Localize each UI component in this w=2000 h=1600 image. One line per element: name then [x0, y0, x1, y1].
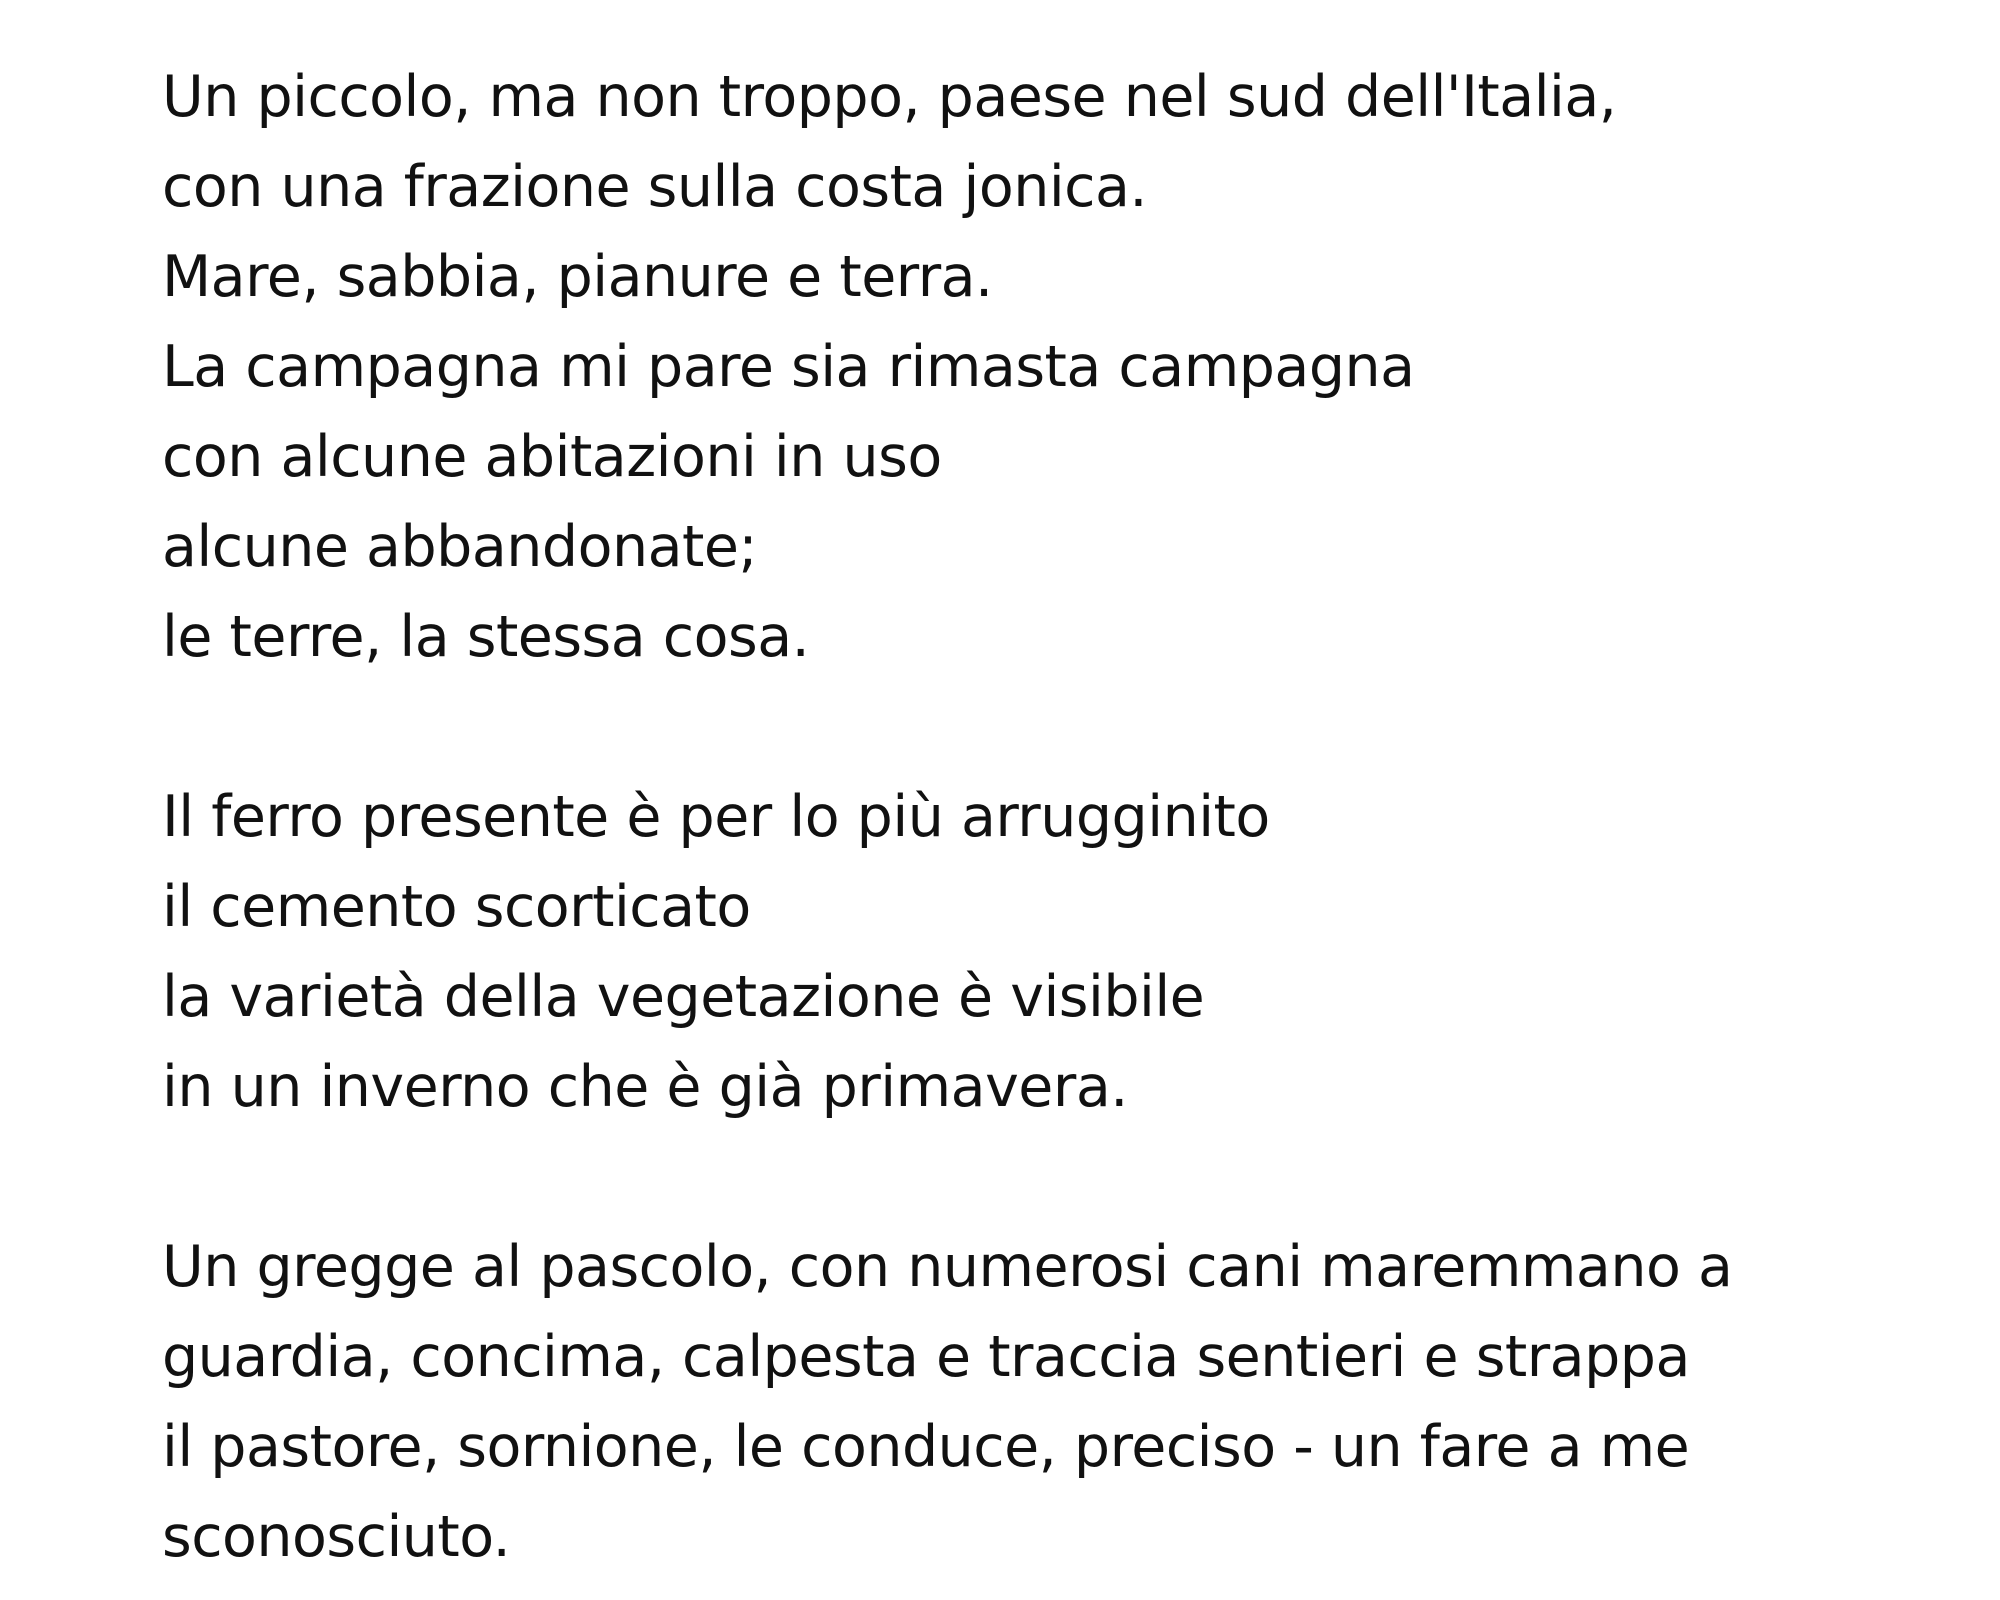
poem-line: la varietà della vegetazione è visibile — [162, 964, 1205, 1030]
poem-line: La campagna mi pare sia rimasta campagna — [162, 334, 1415, 400]
stanza-3 — [162, 1222, 1962, 1582]
poem-line: sconosciuto. — [162, 1504, 511, 1570]
poem-line: alcune abbandonate; — [162, 514, 758, 580]
stanza-break — [162, 682, 1962, 772]
stanza-break — [162, 1132, 1962, 1222]
poem-line: Un gregge al pascolo, con numerosi cani maremmano a — [162, 1234, 1733, 1300]
poem-line: Mare, sabbia, pianure e terra. — [162, 244, 993, 310]
poem-line: con alcune abitazioni in uso — [162, 424, 942, 490]
poem-line: il pastore, sornione, le conduce, preciso - un fare a me — [162, 1414, 1690, 1480]
poem-line: con una frazione sulla costa jonica. — [162, 154, 1148, 220]
stanza-1 — [162, 52, 1962, 682]
poem-line: in un inverno che è già primavera. — [162, 1054, 1128, 1120]
poem-line: Il ferro presente è per lo più arrugginito — [162, 784, 1270, 850]
poem-line: le terre, la stessa cosa. — [162, 604, 810, 670]
poem-line: guardia, concima, calpesta e traccia sentieri e strappa — [162, 1324, 1690, 1390]
poem-line: Un piccolo, ma non troppo, paese nel sud dell'Italia, — [162, 64, 1617, 130]
stanza-2 — [162, 772, 1962, 1132]
poem-line: il cemento scorticato — [162, 874, 751, 940]
poem-text — [162, 52, 1962, 1582]
